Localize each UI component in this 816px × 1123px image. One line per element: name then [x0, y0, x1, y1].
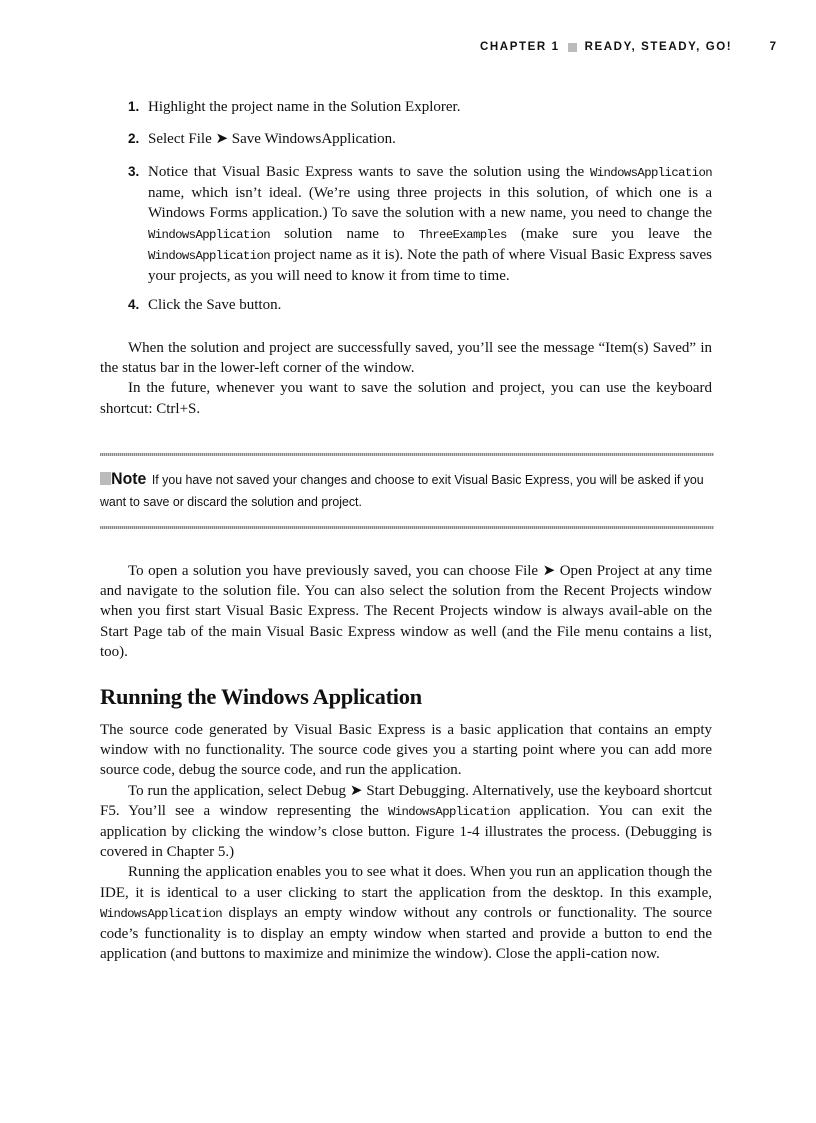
note-text: If you have not saved your changes and choose to exit Visual Basic Express, you will be asked if you want to save or discard the solution and project. — [100, 472, 704, 509]
chapter-label: CHAPTER 1 — [480, 41, 560, 53]
text-run: application. You can exit the application by clicking the window’s close button. Figure 1-4 illustrates the process. (Debugging is covered in Chapter 5.) — [100, 802, 712, 861]
step-number: 3. — [128, 164, 140, 179]
text-run: When the solution and project are successfully saved, you’ll see the message “Item(s) Saved” in the status bar in the lower-left corner of the window. — [100, 340, 712, 377]
text-run: project name as it is). Note the path of where Visual Basic Express saves your projects, as you will need to know it from time to time. — [148, 246, 712, 285]
step-text — [148, 97, 712, 117]
step-number: 1. — [128, 99, 140, 114]
step-1 — [128, 97, 712, 117]
paragraph — [100, 561, 712, 662]
separator-square-icon — [568, 43, 577, 52]
text-run: Click the Save button. — [148, 297, 282, 313]
step-number: 2. — [128, 131, 140, 146]
step-text — [148, 162, 712, 286]
step-4 — [128, 295, 712, 315]
paragraph — [100, 781, 712, 863]
paragraph — [100, 862, 712, 964]
inline-code: WindowsApplication — [148, 248, 271, 263]
step-3 — [128, 162, 712, 286]
section-heading: Running the Windows Application — [100, 684, 422, 709]
note-label: Note — [111, 469, 147, 488]
step-2 — [128, 129, 712, 149]
text-run: displays an empty window without any controls or functionality. The source code’s functionality is to display an empty window when started and provide a button to end the application (and buttons to maximize and minimize the window). Close the appli-cation now. — [100, 904, 712, 963]
body-text-saved — [100, 338, 712, 419]
inline-code: WindowsApplication — [100, 906, 223, 921]
text-run: Select File ➤ Save WindowsApplication. — [148, 131, 396, 147]
inline-code: WindowsApplication — [387, 804, 510, 819]
text-run: To open a solution you have previously saved, you can choose File ➤ Open Project at any time and navigate to the solution file. You can also select the solution from the Recent Projects window when you first start Visual Basic Express. The Recent Projects window is always avail-able on the Start Page tab of the main Visual Basic Express window as well (and the File menu contains a list, too). — [100, 563, 712, 660]
text-run: Highlight the project name in the Solution Explorer. — [148, 99, 461, 115]
paragraph — [100, 338, 712, 378]
text-run: To run the application, select Debug ➤ Start Debugging. Alternatively, use the keyboard shortcut F5. You’ll see a window representing the — [100, 782, 712, 819]
text-run: Notice that Visual Basic Express wants to save the solution using the — [148, 164, 590, 180]
inline-code: WindowsApplication — [589, 166, 712, 180]
note-box — [100, 468, 714, 513]
running-header — [480, 41, 776, 53]
paragraph — [100, 378, 712, 418]
note-bottom-rule — [100, 526, 714, 529]
section-body — [100, 720, 712, 964]
body-text-open — [100, 561, 712, 662]
text-run: In the future, whenever you want to save the solution and project, you can use the keyboard shortcut: Ctrl+S. — [100, 380, 712, 417]
chapter-title: READY, STEADY, GO! — [584, 41, 733, 53]
step-number: 4. — [128, 297, 140, 312]
text-run: (make sure you leave the — [506, 225, 712, 242]
page-number: 7 — [769, 41, 776, 53]
note-top-rule — [100, 453, 714, 456]
text-run: name, which isn’t ideal. (We’re using three projects in this solution, of which one is a Windows Forms application.) To save the solution with a new name, you need to change the — [148, 185, 712, 222]
text-run: Running the application enables you to see what it does. When you run an application though the IDE, it is identical to a user clicking to start the application from the desktop. In this example, — [100, 864, 712, 901]
inline-code: ThreeExamples — [418, 227, 507, 242]
paragraph — [100, 720, 712, 781]
note-square-icon — [100, 472, 111, 485]
text-run: solution name to — [270, 225, 419, 242]
step-text — [148, 295, 712, 315]
text-run: The source code generated by Visual Basic Express is a basic application that contains an empty window with no functionality. The source code gives you a starting point where you can add more source code, debug the source code, and run the application. — [100, 722, 712, 779]
inline-code: WindowsApplication — [148, 227, 271, 242]
step-text — [148, 129, 712, 149]
